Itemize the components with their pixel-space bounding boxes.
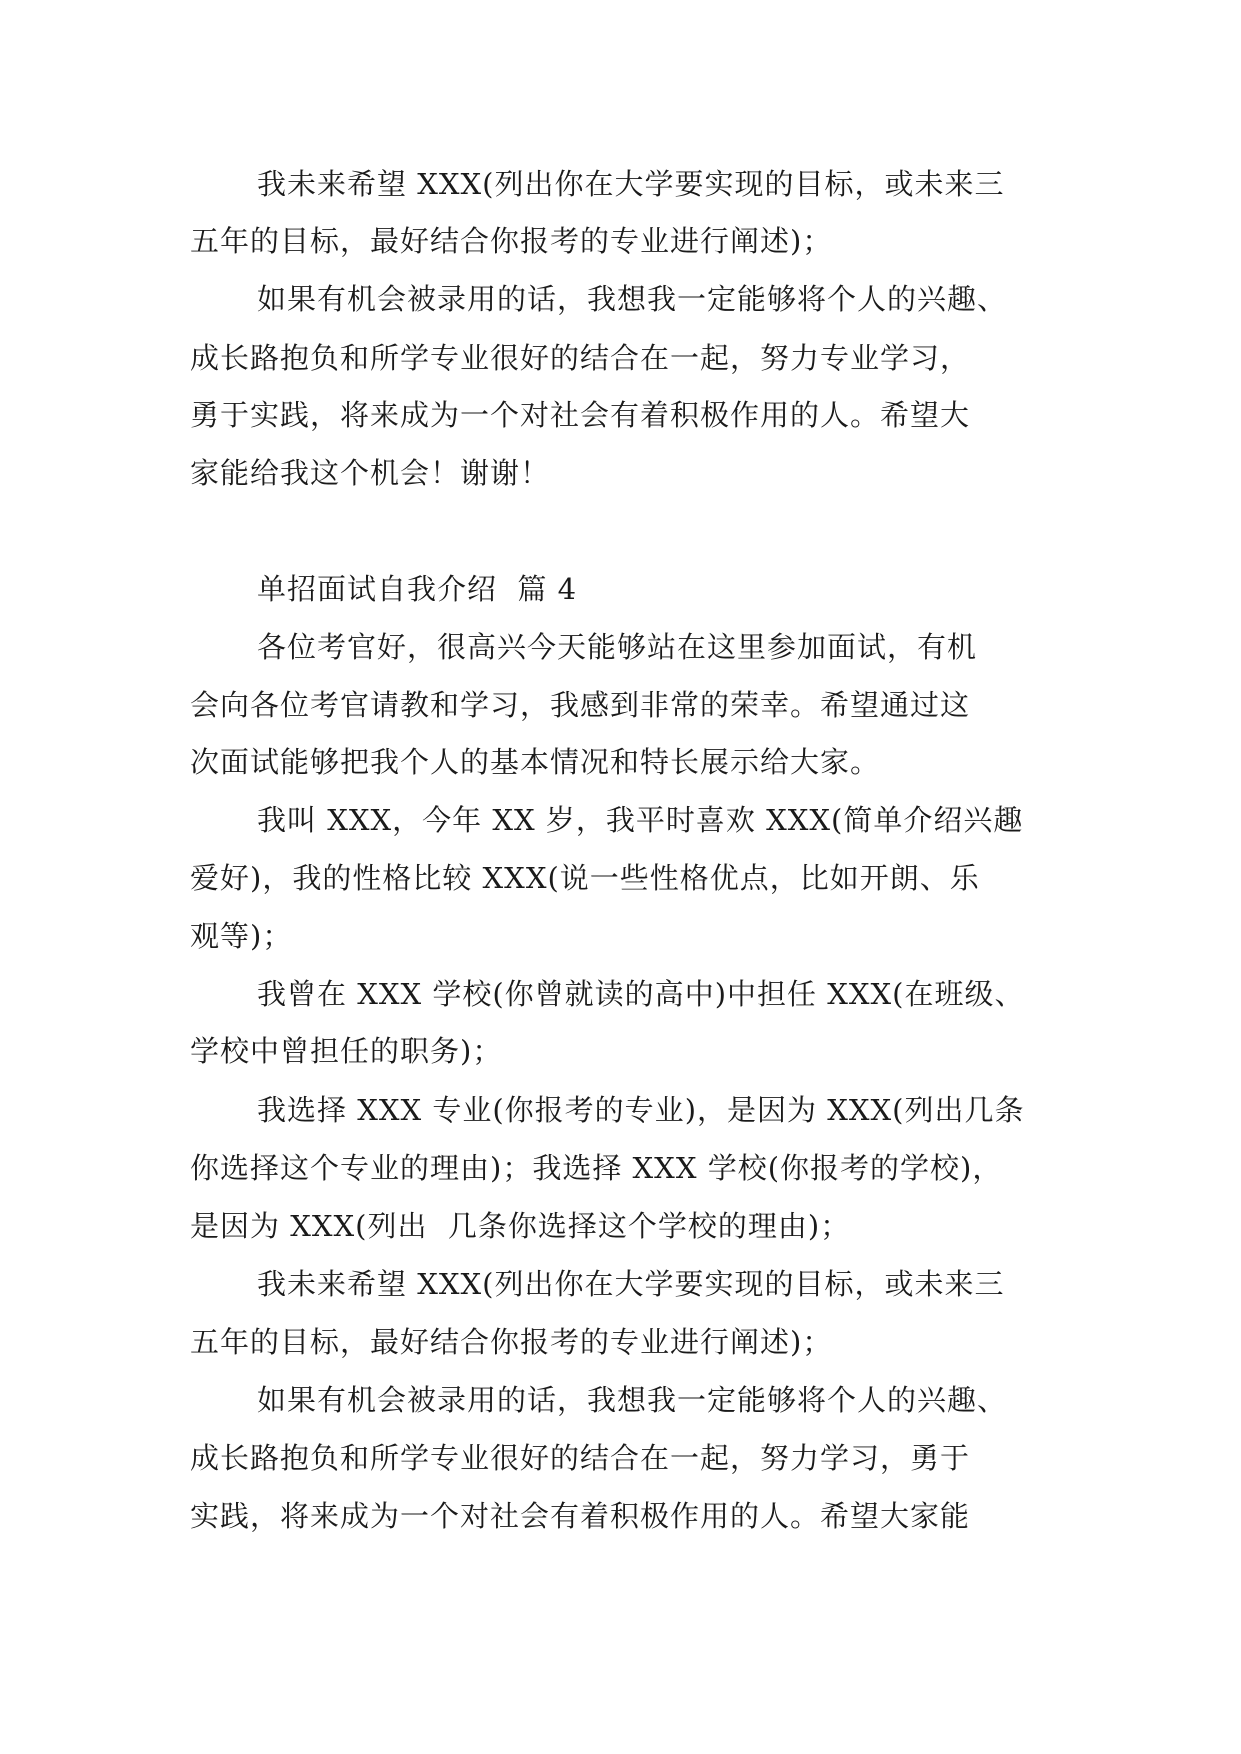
paragraph-line: 我选择 XXX 专业(你报考的专业)，是因为 XXX(列出几条 <box>257 1093 1025 1127</box>
paragraph-line: 勇于实践，将来成为一个对社会有着积极作用的人。希望大 <box>190 398 971 432</box>
paragraph-line: 我曾在 XXX 学校(你曾就读的高中)中担任 XXX(在班级、 <box>257 977 1025 1011</box>
paragraph-line: 五年的目标，最好结合你报考的专业进行阐述)； <box>190 1325 833 1359</box>
paragraph-line: 各位考官好，很高兴今天能够站在这里参加面试，有机 <box>257 630 978 664</box>
paragraph-line: 是因为 XXX(列出 几条你选择这个学校的理由)； <box>190 1209 851 1243</box>
paragraph-line: 我叫 XXX，今年 XX 岁，我平时喜欢 XXX(简单介绍兴趣 <box>257 803 1024 837</box>
paragraph-line: 你选择这个专业的理由)；我选择 XXX 学校(你报考的学校)， <box>190 1151 1003 1185</box>
paragraph-line: 我未来希望 XXX(列出你在大学要实现的目标，或未来三 <box>257 167 1005 201</box>
paragraph-line: 会向各位考官请教和学习，我感到非常的荣幸。希望通过这 <box>190 688 971 722</box>
section-heading: 单招面试自我介绍 篇 4 <box>257 572 578 606</box>
paragraph-line: 五年的目标，最好结合你报考的专业进行阐述)； <box>190 224 833 258</box>
paragraph-line: 如果有机会被录用的话，我想我一定能够将个人的兴趣、 <box>257 282 1008 316</box>
paragraph-line: 学校中曾担任的职务)； <box>190 1034 503 1068</box>
paragraph-line: 家能给我这个机会！谢谢！ <box>190 456 551 490</box>
paragraph-line: 成长路抱负和所学专业很好的结合在一起，努力学习，勇于 <box>190 1441 971 1475</box>
paragraph-line: 我未来希望 XXX(列出你在大学要实现的目标，或未来三 <box>257 1267 1005 1301</box>
paragraph-line: 实践，将来成为一个对社会有着积极作用的人。希望大家能 <box>190 1499 971 1533</box>
paragraph-line: 次面试能够把我个人的基本情况和特长展示给大家。 <box>190 745 881 779</box>
paragraph-line: 如果有机会被录用的话，我想我一定能够将个人的兴趣、 <box>257 1383 1008 1417</box>
paragraph-line: 观等)； <box>190 919 293 953</box>
paragraph-line: 爱好)，我的性格比较 XXX(说一些性格优点，比如开朗、乐 <box>190 861 980 895</box>
paragraph-line: 成长路抱负和所学专业很好的结合在一起，努力专业学习， <box>190 341 971 375</box>
